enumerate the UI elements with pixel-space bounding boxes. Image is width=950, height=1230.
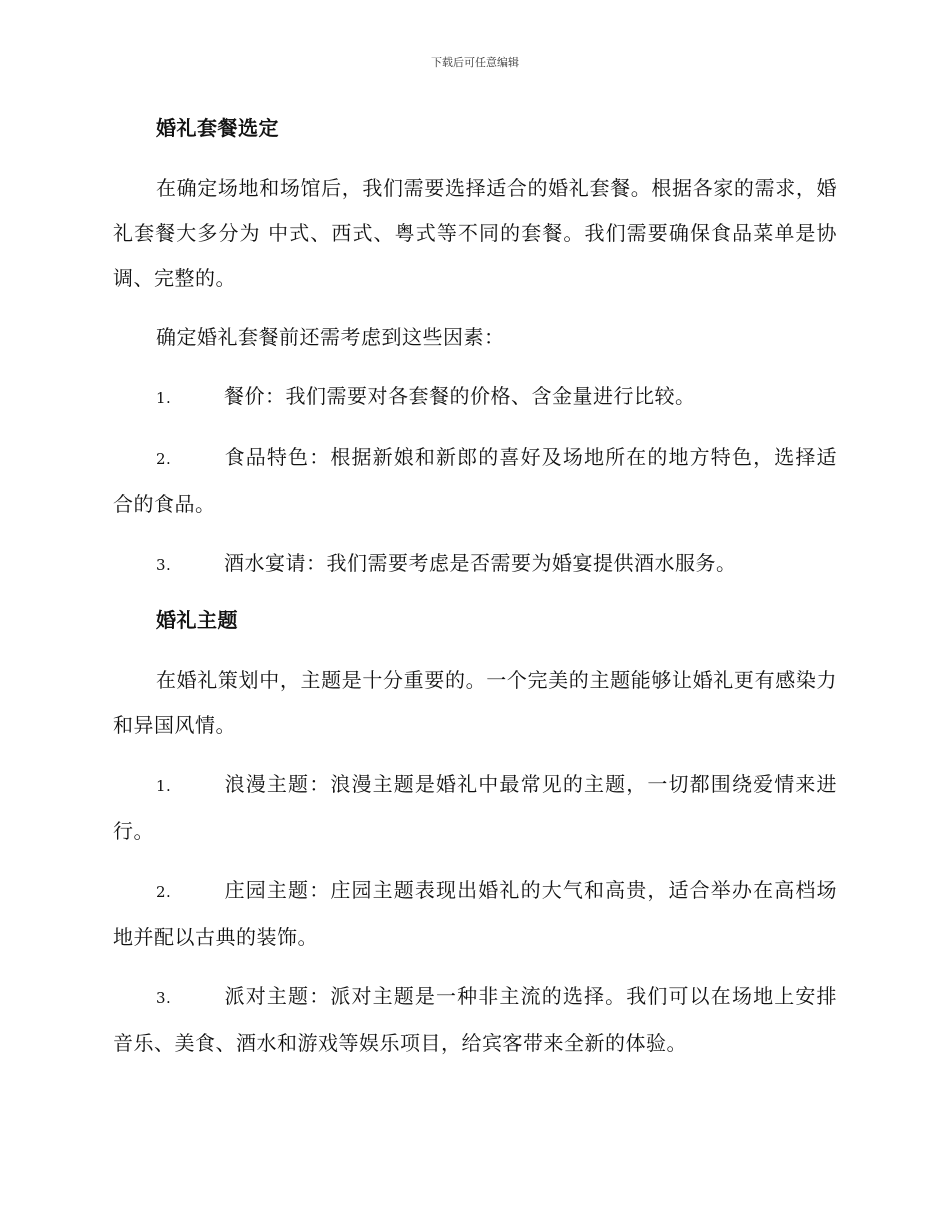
list-text: 餐价：我们需要对各套餐的价格、含金量进行比较。: [224, 384, 696, 408]
list-item: [113, 541, 837, 588]
list-item: [113, 974, 837, 1066]
section-heading: 婚礼套餐选定: [156, 116, 279, 140]
list-item: [113, 868, 837, 960]
list-number: 1.: [156, 777, 172, 795]
paragraph: 确定婚礼套餐前还需考虑到这些因素：: [156, 325, 505, 349]
list-number: 3.: [156, 989, 172, 1007]
list-item: [113, 762, 837, 854]
paragraph: 在确定场地和场馆后，我们需要选择适合的婚礼套餐。根据各家的需求，婚礼套餐大多分为 中式、西式、粤式等不同的套餐。我们需要确保食品菜单是协调、完整的。: [113, 176, 837, 290]
list-number: 2.: [156, 883, 172, 901]
list-number: 2.: [156, 450, 172, 468]
header-note: 下载后可任意编辑: [431, 56, 519, 69]
section-heading: 婚礼主题: [156, 608, 238, 632]
list-number: 3.: [156, 556, 172, 574]
list-text: 酒水宴请：我们需要考虑是否需要为婚宴提供酒水服务。: [224, 551, 737, 575]
list-text: 派对主题：派对主题是一种非主流的选择。我们可以在场地上安排音乐、美食、酒水和游戏等娱乐项目，给宾客带来全新的体验。: [113, 984, 837, 1055]
section-package-selection: [113, 110, 837, 588]
list-number: 1.: [156, 389, 172, 407]
list-text: 浪漫主题：浪漫主题是婚礼中最常见的主题，一切都围绕爱情来进行。: [113, 772, 837, 843]
paragraph: 在婚礼策划中，主题是十分重要的。一个完美的主题能够让婚礼更有感染力和异国风情。: [113, 668, 837, 737]
document-body: [113, 110, 837, 1080]
list-item: [113, 374, 837, 421]
list-text: 食品特色：根据新娘和新郎的喜好及场地所在的地方特色，选择适合的食品。: [113, 445, 837, 516]
list-item: [113, 435, 837, 527]
section-wedding-theme: [113, 602, 837, 1066]
list-text: 庄园主题：庄园主题表现出婚礼的大气和高贵，适合举办在高档场地并配以古典的装饰。: [113, 878, 837, 949]
